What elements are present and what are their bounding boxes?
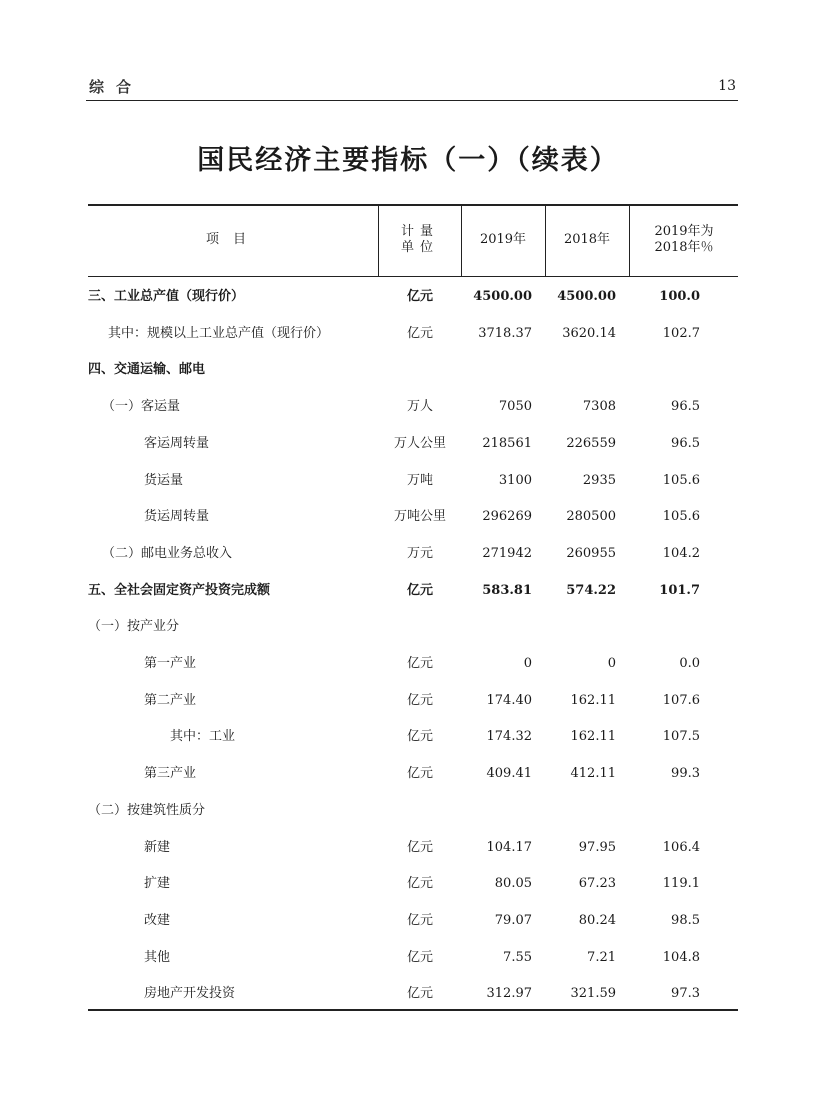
row-ratio: 0.0 (679, 656, 700, 671)
row-ratio: 97.3 (671, 986, 700, 1002)
row-label: 其中：工业 (170, 729, 236, 745)
row-ratio: 107.5 (662, 729, 700, 745)
row-value-2019: 4500.00 (473, 289, 532, 304)
row-unit: 亿元 (406, 656, 433, 671)
row-ratio: 98.5 (671, 912, 700, 928)
row-unit: 亿元 (406, 912, 433, 928)
page-number: 13 (718, 78, 736, 94)
column-header-ratio (630, 204, 738, 276)
row-value-2018: 97.95 (578, 839, 616, 855)
row-ratio: 102.7 (662, 325, 700, 341)
table-row (88, 975, 738, 1012)
row-label: 房地产开发投资 (144, 986, 236, 1002)
row-value-2019: 104.17 (486, 839, 532, 855)
row-value-2019: 271942 (482, 545, 532, 561)
row-value-2019: 0 (523, 656, 532, 671)
table-row (88, 351, 738, 388)
row-unit: 万吨 (406, 472, 433, 488)
row-unit: 亿元 (406, 692, 433, 708)
table-row (88, 572, 738, 609)
column-header-2018: 2018年 (563, 232, 611, 247)
row-value-2019: 3100 (498, 472, 532, 488)
row-ratio: 105.6 (662, 472, 700, 488)
row-value-2018: 321.59 (570, 986, 616, 1002)
row-value-2019: 3718.37 (478, 325, 532, 341)
row-label: 新建 (144, 839, 171, 855)
table-row (88, 682, 738, 719)
row-ratio: 105.6 (662, 509, 700, 525)
column-header-unit-line2: 单位 (400, 240, 439, 255)
row-unit: 亿元 (406, 582, 433, 598)
header-divider (86, 100, 738, 101)
row-label: 第二产业 (144, 692, 197, 708)
row-unit: 亿元 (406, 986, 433, 1002)
column-header-item: 项目 (205, 232, 260, 247)
page-title: 国民经济主要指标（一）（续表） (197, 145, 619, 176)
row-label: 五、全社会固定资产投资完成额 (88, 582, 271, 598)
table-row (88, 278, 738, 315)
row-value-2019: 583.81 (482, 582, 532, 598)
row-unit: 万人公里 (393, 435, 446, 451)
row-value-2018: 226559 (566, 435, 616, 451)
table-row (88, 755, 738, 792)
table-row (88, 829, 738, 866)
table-row (88, 535, 738, 572)
row-label: 客运周转量 (144, 435, 210, 451)
column-header-ratio-line1: 2019年为 (654, 224, 714, 239)
row-ratio: 107.6 (662, 692, 700, 708)
row-value-2019: 7.55 (503, 949, 532, 965)
row-value-2018: 80.24 (578, 912, 616, 928)
row-value-2019: 218561 (482, 435, 532, 451)
row-label: （一）客运量 (102, 399, 181, 415)
row-label: 其中：规模以上工业总产值（现行价） (108, 325, 330, 341)
row-value-2018: 162.11 (570, 729, 616, 745)
row-unit: 亿元 (406, 729, 433, 745)
row-value-2018: 67.23 (578, 876, 616, 892)
row-ratio: 96.5 (671, 399, 700, 415)
row-value-2019: 79.07 (494, 912, 532, 928)
row-value-2019: 7050 (498, 399, 532, 415)
column-header-unit (379, 204, 461, 276)
table-row (88, 645, 738, 682)
row-value-2018: 7.21 (587, 949, 616, 965)
row-ratio: 104.2 (662, 545, 700, 561)
table-row (88, 498, 738, 535)
row-unit: 亿元 (406, 949, 433, 965)
row-ratio: 104.8 (662, 949, 700, 965)
row-label: 第一产业 (144, 656, 197, 671)
row-value-2018: 574.22 (566, 582, 616, 598)
table-row (88, 792, 738, 829)
row-value-2019: 312.97 (486, 986, 532, 1002)
row-label: 第三产业 (144, 766, 197, 782)
row-unit: 亿元 (406, 839, 433, 855)
column-header-2019: 2019年 (479, 232, 527, 247)
row-label: 扩建 (144, 876, 171, 892)
row-value-2018: 0 (607, 656, 616, 671)
table-row (88, 718, 738, 755)
row-value-2018: 4500.00 (557, 289, 616, 304)
table-row (88, 462, 738, 499)
row-ratio: 119.1 (662, 876, 700, 892)
row-value-2018: 162.11 (570, 692, 616, 708)
table-header-rule (88, 276, 738, 277)
row-unit: 亿元 (406, 766, 433, 782)
row-value-2019: 409.41 (486, 766, 532, 782)
table-row (88, 315, 738, 352)
table-row (88, 939, 738, 976)
row-value-2018: 7308 (582, 399, 616, 415)
row-unit: 万人 (406, 399, 433, 415)
table-row (88, 902, 738, 939)
row-value-2018: 412.11 (570, 766, 616, 782)
row-label: （一）按产业分 (88, 619, 180, 635)
row-value-2019: 80.05 (494, 876, 532, 892)
row-ratio: 106.4 (662, 839, 700, 855)
table-row (88, 608, 738, 645)
section-heading: 综合 (89, 78, 144, 96)
row-value-2018: 2935 (582, 472, 616, 488)
row-label: （二）邮电业务总收入 (102, 545, 233, 561)
table-row (88, 388, 738, 425)
column-header-unit-line1: 计量 (400, 224, 439, 239)
row-ratio: 99.3 (671, 766, 700, 782)
row-label: 四、交通运输、邮电 (88, 362, 206, 378)
row-unit: 万吨公里 (393, 509, 446, 525)
row-label: 三、工业总产值（现行价） (88, 289, 245, 304)
row-unit: 亿元 (406, 289, 433, 304)
row-label: 其他 (144, 949, 171, 965)
table-row (88, 425, 738, 462)
row-label: 货运量 (144, 472, 184, 488)
row-ratio: 100.0 (659, 289, 700, 304)
row-ratio: 101.7 (659, 582, 700, 598)
column-header-ratio-line2: 2018年％ (654, 240, 714, 255)
row-label: 改建 (144, 912, 171, 928)
table-row (88, 865, 738, 902)
row-value-2018: 280500 (566, 509, 616, 525)
row-unit: 亿元 (406, 325, 433, 341)
row-label: （二）按建筑性质分 (88, 802, 206, 818)
row-value-2019: 174.32 (486, 729, 532, 745)
row-value-2018: 260955 (566, 545, 616, 561)
row-value-2019: 296269 (482, 509, 532, 525)
row-ratio: 96.5 (671, 435, 700, 451)
row-value-2019: 174.40 (486, 692, 532, 708)
row-unit: 亿元 (406, 876, 433, 892)
row-value-2018: 3620.14 (562, 325, 616, 341)
row-unit: 万元 (406, 545, 433, 561)
row-label: 货运周转量 (144, 509, 210, 525)
